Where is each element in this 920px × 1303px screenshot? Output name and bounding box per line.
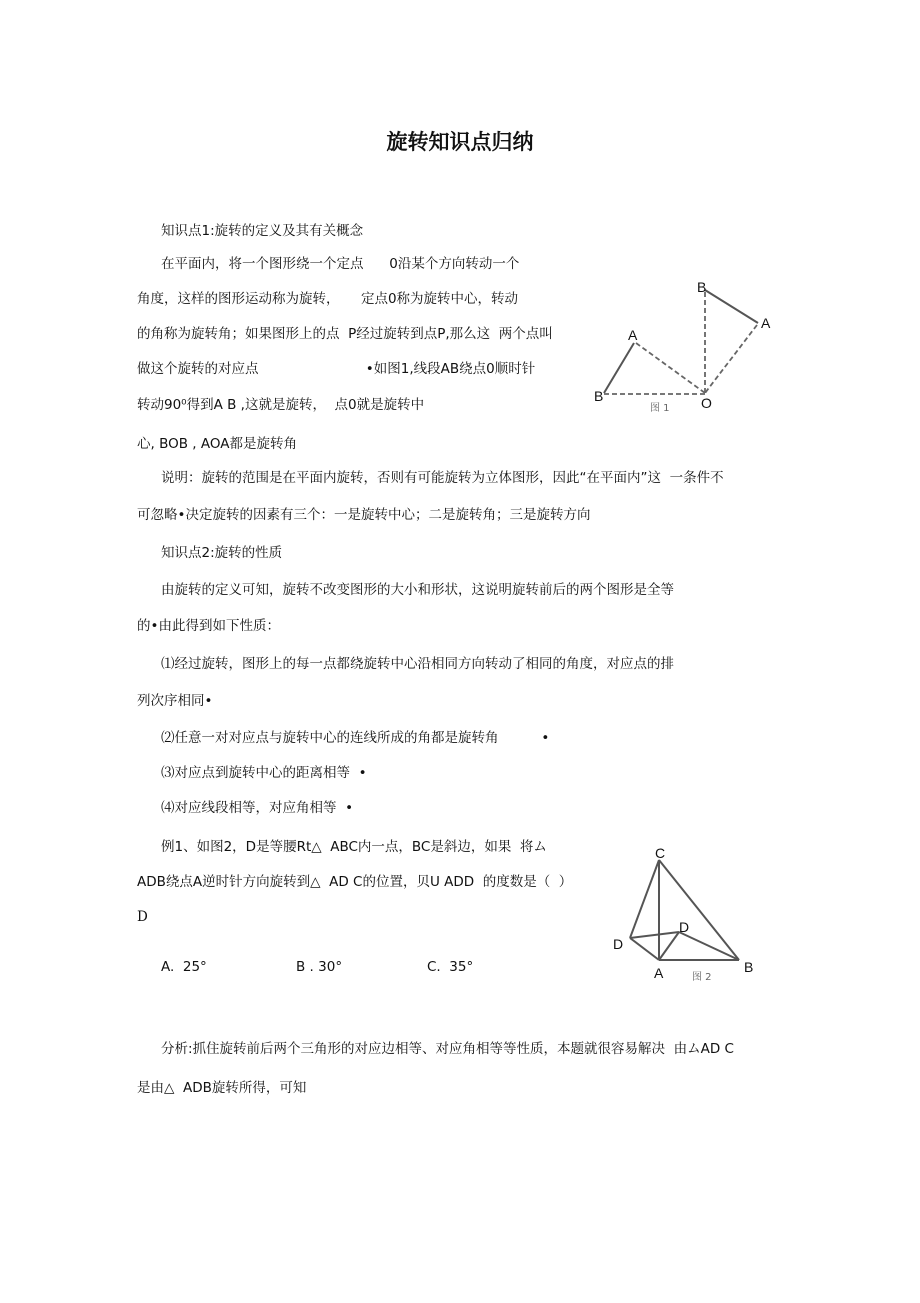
- option-a: A. 25°: [161, 959, 207, 975]
- label-b: B: [594, 388, 604, 404]
- label-d: D: [613, 936, 624, 952]
- example-line: ADB绕点A逆时针方向旋转到△ AD C的位置，贝U ADD 的度数是（ ）: [137, 874, 573, 890]
- figure-2-caption: 图 2: [692, 972, 712, 983]
- property-1: ⑴经过旋转，图形上的每一点都绕旋转中心沿相同方向转动了相同的角度，对应点的排: [161, 656, 674, 672]
- paragraph-line: 的角称为旋转角；如果图形上的点 P经过旋转到点P,那么这 两个点叫: [137, 326, 553, 342]
- option-b: B . 30°: [296, 959, 343, 975]
- label-a: A: [654, 965, 664, 981]
- paragraph-line: 做这个旋转的对应点 •如图1,线段AB绕点0顺时针: [137, 361, 536, 377]
- segment-cb: [659, 860, 739, 960]
- dashed-ao: [636, 343, 705, 393]
- paragraph-line: 由旋转的定义可知，旋转不改变图形的大小和形状，这说明旋转前后的两个图形是全等: [161, 582, 674, 598]
- property-3: ⑶对应点到旋转中心的距离相等 •: [161, 765, 367, 781]
- paragraph-line: 心, BOB , AOA都是旋转角: [137, 436, 297, 452]
- dashed-a-prime-o: [705, 325, 757, 393]
- option-c: C. 35°: [427, 959, 474, 975]
- segment-cd: [630, 860, 659, 938]
- segment-a-b-prime: [705, 290, 758, 323]
- label-a: A: [628, 327, 638, 343]
- paragraph-line: 的•由此得到如下性质：: [137, 618, 280, 634]
- segment-ab: [604, 343, 634, 393]
- analysis-line: 分析:抓住旋转前后两个三角形的对应边相等、对应角相等等性质，本题就很容易解决 由ムAD C: [161, 1041, 734, 1057]
- segment-d-prime-a: [659, 932, 679, 960]
- segment-da: [630, 938, 659, 960]
- paragraph-line: 说明：旋转的范围是在平面内旋转，否则有可能旋转为立体图形，因此“在平面内”这 一条件不: [161, 470, 724, 486]
- label-a-prime: A: [761, 315, 771, 331]
- page-title: 旋转知识点归纳: [386, 130, 534, 154]
- section-heading-1: 知识点1:旋转的定义及其有关概念: [161, 223, 364, 239]
- label-b-prime: B: [697, 279, 707, 295]
- label-b: B: [744, 959, 754, 975]
- segment-dd-prime: [630, 932, 679, 938]
- section-heading-2: 知识点2:旋转的性质: [161, 545, 283, 561]
- segment-d-prime-b: [679, 932, 739, 960]
- property-4: ⑷对应线段相等，对应角相等 •: [161, 800, 354, 816]
- property-1-cont: 列次序相同•: [137, 693, 213, 709]
- property-2: ⑵任意一对对应点与旋转中心的连线所成的角都是旋转角 •: [161, 730, 550, 746]
- paragraph-line: 在平面内，将一个图形绕一个定点 0沿某个方向转动一个: [161, 256, 520, 272]
- paragraph-line: 可忽略•决定旋转的因素有三个：一是旋转中心；二是旋转角；三是旋转方向: [137, 507, 591, 523]
- figure-1: [594, 279, 771, 414]
- label-c: C: [655, 845, 666, 861]
- paragraph-line: 转动90⁰得到A B ,这就是旋转， 点0就是旋转中: [137, 397, 425, 413]
- analysis-line: 是由△ ADB旋转所得，可知: [137, 1080, 307, 1096]
- example-line: 例1、如图2，D是等腰Rt△ ABC内一点，BC是斜边，如果 将ム: [161, 839, 547, 855]
- label-d-prime: D: [679, 919, 690, 935]
- paragraph-line: 角度，这样的图形运动称为旋转， 定点0称为旋转中心，转动: [137, 291, 519, 307]
- figure-2: [630, 860, 739, 960]
- figure-1-caption: 图 1: [650, 403, 670, 414]
- answer: D: [137, 909, 148, 925]
- label-o: O: [701, 395, 712, 411]
